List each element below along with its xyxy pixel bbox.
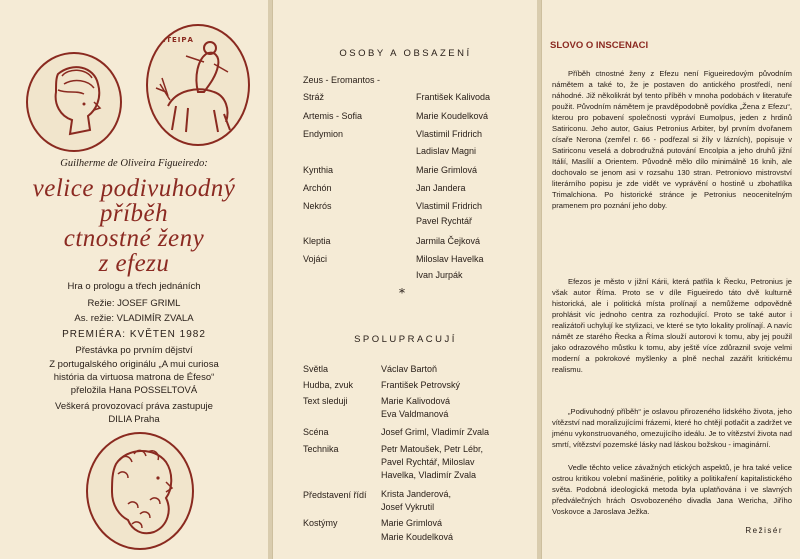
- crew-role: Scéna: [303, 427, 329, 437]
- translation-line-1: Z portugalského originálu „A mui curiosa: [49, 359, 219, 370]
- translation-line-2: história da virtuosa matrona de Éfeso“: [53, 372, 215, 383]
- title-line-2: příběh: [99, 200, 169, 227]
- crew-name: Petr Matoušek, Petr Lébr,: [381, 444, 484, 454]
- star-separator: *: [399, 286, 405, 300]
- crew-name: Krista Janderová,: [381, 489, 452, 499]
- assistant-director-credit: As. režie: VLADIMÍR ZVALA: [74, 313, 194, 324]
- crew-name: Marie Grimlová: [381, 518, 443, 528]
- cast-role: Nekrós: [303, 201, 332, 211]
- cast-role: Stráž: [303, 92, 325, 102]
- crew-name: Marie Kalivodová: [381, 396, 451, 406]
- crew-name: Václav Bartoň: [381, 364, 438, 374]
- coin-inscription: ΣΑΤΕΙΡΑ: [154, 36, 194, 44]
- cast-heading: OSOBY A OBSAZENÍ: [339, 48, 472, 59]
- title-line-1: velice podivuhodný: [32, 175, 236, 202]
- director-credit: Režie: JOSEF GRIML: [87, 298, 181, 309]
- translation-line-3: přeložila Hana POSSELTOVÁ: [70, 385, 198, 396]
- cast-role: Zeus - Eromantos -: [303, 75, 381, 85]
- author-line: Guilherme de Oliveira Figueiredo:: [60, 158, 208, 169]
- cast-role: Vojáci: [303, 254, 328, 264]
- crew-heading: SPOLUPRACUJÍ: [354, 334, 457, 345]
- bearded-profile-icon: [88, 434, 192, 548]
- cast-role: Endymion: [303, 129, 344, 139]
- goddess-deer-coin: [146, 24, 250, 146]
- crew-role: Kostýmy: [303, 518, 338, 528]
- essay-paragraph: Příběh ctnostné ženy z Efezu není Figueiredovým původním námětem a také to, že je postaven do antického prostředí, není náhodné. Již několikrát byl tento příběh v mnoha podobách v literatuře použit. Původním námětem je pravděpodobně povídka „Žena z Efezu“, kterou pro pobavení společnosti vypráví Eumolpus, jeden z hrdinů Satiriconu. Jeho autor, Gaius Petronius Arbiter, byl prvním dvořanem císaře Nerona (zemřel r. 66 - podřezal si žíly v lázních), popisuje v Satiriconu veselá a dobrodružná putování Encolpia a jeho druhů jižní Itálií, Masílií a Orientem. Původně mělo dílo minimálně 16 knih, ale dochovalo se jenom asi v rozsahu 130 stran. Petroniovo mistrovství literárního popisu je zde vidět ve vyprávění o hostině u zbohatlíka Trimalchiona. Po historické stránce je Petronius neocenitelným pramenem pro poznání jeho doby.: [552, 69, 792, 210]
- crew-role: Představení řídí: [303, 490, 367, 500]
- crew-role: Světla: [303, 364, 329, 374]
- cast-actor: Ivan Jurpák: [416, 270, 463, 280]
- cast-actor: Marie Koudelková: [416, 111, 489, 121]
- cast-role: Artemis - Sofia: [303, 111, 363, 121]
- crew-role: Hudba, zvuk: [303, 380, 354, 390]
- subtitle: Hra o prologu a třech jednáních: [67, 281, 201, 292]
- cast-actor: Jarmila Čejková: [416, 236, 481, 246]
- title-line-4: z efezu: [98, 250, 170, 277]
- essay-paragraph: „Podivuhodný příběh“ je oslavou přirozeného lidského života, jeho vítězství nad moralizujícími frázemi, které ho chtějí potlačit a zadržet ve jménu vykonstruovaného, omezujícího ideálu. Je to vítězství života nad smrtí, vítězství pozemské lásky nad láskou božskou - imaginární.: [552, 407, 792, 449]
- cast-role: Kleptia: [303, 236, 331, 246]
- panel-cast: [272, 0, 538, 559]
- panel-essay: [541, 0, 800, 559]
- cast-actor: Ladislav Magni: [416, 146, 477, 156]
- cast-actor: Miloslav Havelka: [416, 254, 484, 264]
- essay-paragraph: Vedle těchto velice závažných etických aspektů, je hra také velice ostrou kritikou volební mašinérie, politiky a politikaření kapitalistického světa. Podobná ideologická metoda byla uplatňována i ve slavných předválečných hrách Osvobozeného divadla Jana Wericha, Jiřího Voskovce a Jaroslava Ježka.: [552, 463, 792, 516]
- signature: Režisér: [745, 526, 783, 535]
- crew-role: Technika: [303, 444, 339, 454]
- essay-paragraph: Efezos je město v jižní Kárii, která patřila k Řecku, Petronius je však autor Říma. Proto se v díle Figueiredo táto dvě kulturně historická, ale i politická místa prolínají a nemůžeme odpovědně prohlásit víc jednoho centra za rozhodující. Proto se také autor i realizátoři uchylují ke stylizaci, ve které se tyto lokality prolínají. A navíc námět ze starého Řecka a Říma slouží autorovi k tomu, aby jej použil jako odrazového můstku k tomu, aby ještě více zdůraznil svoje velmi moderní a pokrokové myšlenky a plně nechal zazářit kritickému realismu.: [552, 277, 792, 374]
- crew-name: Marie Koudelková: [381, 532, 454, 542]
- cast-actor: Pavel Rychtář: [416, 216, 473, 226]
- cast-actor: Vlastimil Fridrich: [416, 129, 483, 139]
- crew-name: Pavel Rychtář, Miloslav: [381, 457, 475, 467]
- cast-actor: Jan Jandera: [416, 183, 466, 193]
- crew-name: Josef Vykrutil: [381, 502, 435, 512]
- woman-portrait-coin: [26, 52, 122, 152]
- cast-actor: František Kalivoda: [416, 92, 491, 102]
- intermission-note: Přestávka po prvním dějství: [75, 345, 193, 356]
- premiere-date: PREMIÉRA: KVĚTEN 1982: [62, 329, 206, 340]
- woman-profile-icon: [28, 54, 120, 150]
- cast-actor: Marie Grimlová: [416, 165, 478, 175]
- title-line-3: ctnostné ženy: [63, 225, 205, 252]
- cast-actor: Vlastimil Fridrich: [416, 201, 483, 211]
- cast-role: Archón: [303, 183, 332, 193]
- bearded-head-coin: [86, 432, 194, 550]
- crew-name: Havelka, Vladimír Zvala: [381, 470, 477, 480]
- crew-role: Text sleduji: [303, 396, 348, 406]
- crew-name: Josef Griml, Vladimír Zvala: [381, 427, 490, 437]
- rights-line-2: DILIA Praha: [108, 414, 160, 425]
- crew-name: Eva Valdmanová: [381, 409, 449, 419]
- crew-name: František Petrovský: [381, 380, 461, 390]
- panel-title: [0, 0, 268, 559]
- essay-heading: SLOVO O INSCENACI: [550, 40, 649, 51]
- rights-line-1: Veškerá provozovací práva zastupuje: [55, 401, 213, 412]
- cast-role: Kynthia: [303, 165, 334, 175]
